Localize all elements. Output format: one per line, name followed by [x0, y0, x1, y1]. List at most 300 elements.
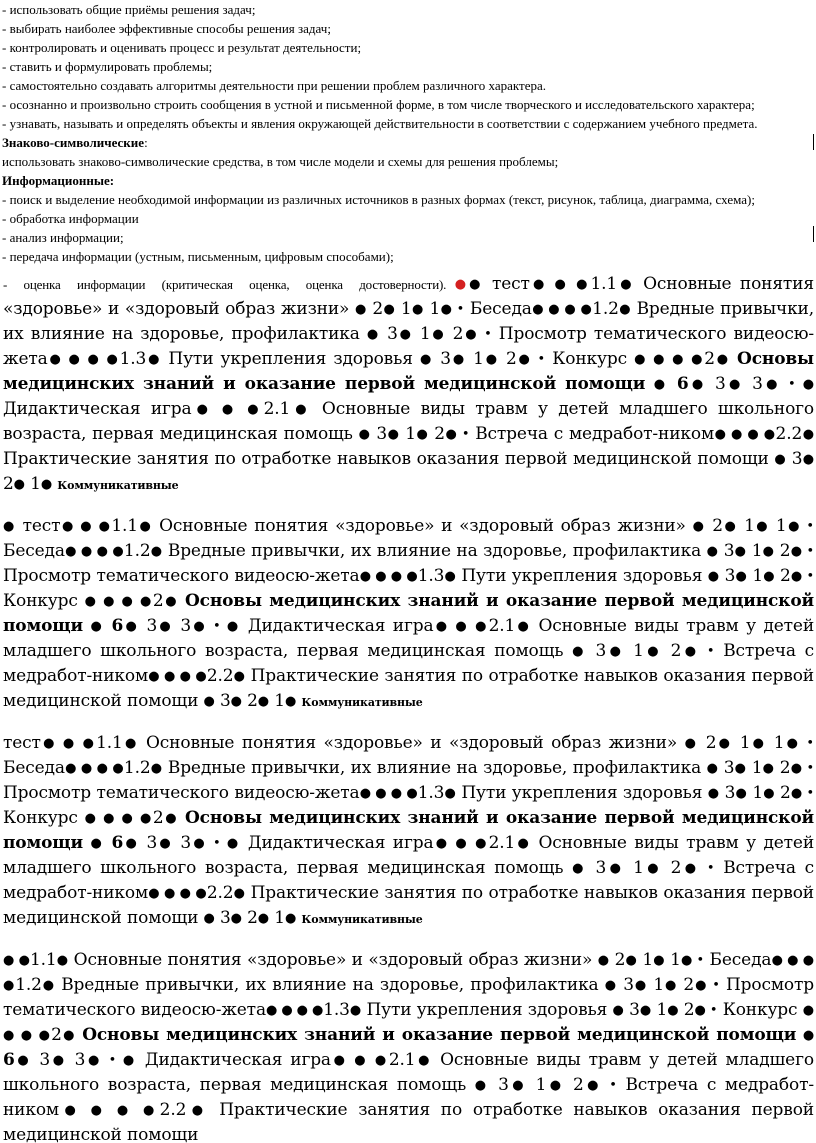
bullet-icon: ● ● ● ● — [64, 544, 124, 559]
bullet-icon: ● — [415, 427, 429, 442]
bullet-icon: ● — [157, 836, 173, 851]
bullet-icon: ● — [802, 427, 814, 442]
bullet-icon: ● — [664, 978, 678, 993]
vertical-rule — [813, 226, 814, 242]
text-run: 1 — [739, 733, 751, 753]
section-title: Основы медицинских знаний и оказание первой медицинской помощи — [3, 349, 814, 394]
bullet-icon: ● — [612, 1003, 624, 1018]
bullet-icon: ● — [284, 911, 297, 926]
bullet-icon: ● — [146, 352, 162, 367]
text-run: 3 — [715, 374, 726, 394]
bullet-icon: ● — [643, 861, 662, 876]
text-run: 2 — [152, 591, 164, 611]
bullet-icon: ● — [706, 761, 719, 776]
section-title: Основы медицинских знаний и оказание первой медицинской помощи — [82, 1025, 797, 1045]
text-run: 1 — [400, 299, 412, 319]
bullet-icon: ● — [735, 569, 747, 584]
bullet-icon: ● • ● — [762, 377, 815, 392]
text-run: Основные виды травм у детей младшего школьного возраста, первая медицинская помощь — [3, 1050, 814, 1095]
text-run: Пути укрепления здоровья — [461, 566, 703, 586]
bullet-icon: ● — [383, 302, 396, 317]
bullet-icon: ● — [802, 452, 814, 467]
bullet-icon: ● — [122, 736, 139, 751]
bullet-icon: ● — [618, 302, 631, 317]
bullet-icon: ● — [61, 1028, 76, 1043]
bullet-icon: ● ● ● ● — [265, 1003, 324, 1018]
info-line: - поиск и выделение необходимой информации из различных источников в разных формах (текст, рисунок, таблица, диаграмма, схема); — [2, 192, 755, 207]
text-run: 1 — [775, 516, 787, 536]
bullet-icon: ● — [163, 811, 179, 826]
bullet-icon: ● — [233, 886, 246, 901]
info-line: - обработка информации — [2, 211, 139, 226]
text-run: Вредные привычки, их влияние на здоровье, профилактика — [61, 975, 599, 995]
text-run: 1 — [405, 424, 416, 444]
content-paragraph — [0, 272, 816, 498]
bullet-icon: ● ● ● ● — [714, 427, 776, 442]
text-run: 3 — [219, 691, 231, 711]
bullet-icon: ● • — [790, 761, 814, 776]
text-run: 2 — [779, 541, 791, 561]
bullet-icon: ● • ● — [191, 619, 241, 634]
text-run: 3 — [146, 833, 158, 853]
bullet-icon: ● ● ● — [433, 836, 489, 851]
bullet-icon: ● ● ● ● — [84, 594, 153, 609]
text-run: 3 — [595, 641, 607, 661]
bullet-icon: ● — [639, 1003, 652, 1018]
bullet-icon: ● — [454, 277, 470, 292]
bullet-icon: ● — [415, 1053, 433, 1068]
text-run: 3 — [791, 449, 803, 469]
text-run: 3 — [180, 833, 192, 853]
text-run: 2 — [683, 1000, 695, 1020]
text-run: 3 — [723, 758, 735, 778]
text-run: 1 — [751, 541, 763, 561]
bullet-icon: ● — [572, 644, 587, 659]
text-run: 2 — [372, 299, 384, 319]
text-run: Встреча с медработ-ником — [475, 424, 715, 444]
text-run: 2 — [434, 424, 445, 444]
bullet-icon: ● — [14, 1053, 32, 1068]
text-run: тест — [22, 516, 61, 536]
bullet-icon: ● ● ● — [191, 402, 264, 417]
text-run: 1 — [773, 733, 785, 753]
text-run: 6 — [111, 833, 124, 853]
intro-line: - использовать общие приёмы решения задач; — [2, 2, 256, 17]
text-run: Основные виды травм у детей младшего школьного возраста, первая медицинская помощь — [3, 399, 814, 444]
text-run: 2 — [247, 908, 258, 928]
bullet-icon: ● — [3, 519, 16, 534]
bullet-icon: ● — [643, 644, 662, 659]
bullet-icon: ● — [257, 911, 269, 926]
text-run: 2.2 — [206, 883, 234, 903]
text-run: 1 — [752, 783, 763, 803]
bullet-icon: ● ● ● ● — [148, 886, 207, 901]
bullet-icon: ● ● ● ● — [359, 786, 418, 801]
text-run: 1 — [535, 1075, 547, 1095]
text-run: 1.3 — [417, 783, 445, 803]
text-run: тест — [491, 274, 530, 294]
info-line: - анализ информации; — [2, 230, 124, 245]
bullet-icon: ● — [774, 452, 787, 467]
section-title: Основы медицинских знаний и оказание первой медицинской помощи — [3, 808, 814, 853]
bullet-icon: ● — [474, 1078, 490, 1093]
text-run: Конкурс — [722, 1000, 798, 1020]
text-run: 2 — [614, 950, 626, 970]
text-run: 2 — [3, 474, 14, 494]
bullet-icon: ● — [203, 911, 215, 926]
bullet-icon: ● ● ● ● — [64, 761, 124, 776]
intro-line: - осознанно и произвольно строить сообщения в устной и письменной форме, в том числе творческого и исследовательского характера; — [2, 97, 755, 112]
bullet-icon: ● — [735, 786, 747, 801]
text-run: Встреча с медработ-ником — [3, 1075, 814, 1120]
text-run: 2 — [152, 808, 164, 828]
bullet-icon: ● — [284, 694, 297, 709]
text-run: Практические занятия по отработке навыков оказания первой медицинской помощи — [3, 1100, 814, 1143]
text-run: 2.2 — [775, 424, 803, 444]
text-run: 1 — [274, 908, 285, 928]
text-run: Практические занятия по отработке навыков оказания первой медицинской помощи — [3, 666, 814, 711]
text-run: 3 — [146, 616, 158, 636]
text-run: 2 — [452, 324, 464, 344]
text-run: Пути укрепления здоровья — [366, 1000, 608, 1020]
text-run: Дидактическая игра — [247, 616, 434, 636]
content-paragraph — [0, 731, 816, 932]
bullet-icon: ● ● ● ● — [47, 352, 120, 367]
eval-line: - оценка информации (критическая оценка, оценка достоверности). — [3, 277, 447, 292]
bullet-icon: ● — [137, 519, 153, 534]
bullet-icon: ● — [706, 544, 719, 559]
bullet-icon: ● — [257, 694, 269, 709]
vertical-rule — [813, 134, 814, 150]
bullet-icon: ● — [411, 302, 424, 317]
text-run: Конкурс — [3, 591, 78, 611]
text-run: 2 — [712, 516, 723, 536]
text-run: 2.1 — [488, 616, 516, 636]
text-run: 3 — [595, 858, 607, 878]
text-run: 2 — [247, 691, 258, 711]
bullet-icon: ● — [762, 544, 775, 559]
bullet-icon: ● • ● — [191, 836, 241, 851]
text-run: Встреча с медработ-ником — [3, 858, 814, 903]
text-run: 1 — [30, 474, 41, 494]
bullet-icon: ● — [90, 619, 104, 634]
text-run: Основные понятия «здоровье» и «здоровый образ жизни» — [73, 950, 593, 970]
bullet-icon: ● — [688, 377, 707, 392]
text-run: 1.2 — [15, 975, 42, 995]
text-run: 1 — [751, 758, 763, 778]
text-run: 1.1 — [590, 274, 618, 294]
text-run: 3 — [752, 374, 763, 394]
text-run: Беседа — [3, 541, 65, 561]
bullet-icon: ● — [233, 669, 246, 684]
bullet-icon: ● — [667, 1003, 679, 1018]
sign-heading-line: Знаково-символические: — [2, 135, 148, 150]
text-run: 1 — [653, 975, 664, 995]
bullet-icon: ● — [606, 644, 625, 659]
bullet-icon: ● — [450, 352, 466, 367]
bullet-icon: ● — [692, 519, 706, 534]
bullet-icon: ● • — [790, 569, 814, 584]
text-run: 1.1 — [96, 733, 123, 753]
bullet-icon: ● — [230, 911, 242, 926]
bullet-icon: ● — [684, 736, 699, 751]
text-run: 1 — [633, 858, 644, 878]
info-heading: Информационные: — [2, 173, 115, 188]
bullet-icon: ● — [150, 544, 163, 559]
text-run: 1 — [274, 691, 285, 711]
bullet-icon: ● — [150, 761, 163, 776]
bullet-icon: ● ● ● — [60, 519, 112, 534]
bullet-icon: ● — [13, 477, 25, 492]
text-run: Коммуникативные — [57, 479, 179, 492]
bullet-icon: ● — [763, 786, 775, 801]
text-run: Дидактическая игра — [247, 833, 434, 853]
intro-line: - ставить и формулировать проблемы; — [2, 59, 213, 74]
text-run: 1.3 — [119, 349, 147, 369]
text-run: 1 — [633, 641, 644, 661]
content-paragraph — [0, 514, 816, 715]
text-run: 3 — [623, 975, 634, 995]
bullet-icon: ● • — [694, 1003, 718, 1018]
bullet-icon: ● ● ● ● — [634, 352, 705, 367]
text-run: 2 — [704, 349, 715, 369]
text-run: 1.2 — [592, 299, 619, 319]
text-run: 1 — [752, 566, 763, 586]
text-run: Практические занятия по отработке навыков оказания первой медицинской помощи — [3, 883, 814, 928]
bullet-icon: ● — [714, 352, 730, 367]
text-run: 1.2 — [123, 541, 151, 561]
bullet-icon: ● — [41, 978, 55, 993]
text-run: 6 — [111, 616, 124, 636]
bullet-icon: ● — [203, 694, 215, 709]
bullet-icon: ● — [597, 953, 610, 968]
text-run: 1.3 — [417, 566, 445, 586]
text-run: Беседа — [3, 758, 65, 778]
text-run: 1 — [670, 950, 681, 970]
text-run: Практические занятия по отработке навыков оказания первой медицинской помощи — [3, 449, 769, 469]
bullet-icon: ● ● ● ● — [359, 569, 418, 584]
bullet-icon: ● — [546, 1078, 565, 1093]
bullet-icon: ● ● ● — [529, 277, 591, 292]
text-run: 3 — [387, 324, 398, 344]
bullet-icon: ● — [606, 861, 625, 876]
text-run: Основные понятия «здоровье» и «здоровый образ жизни» — [146, 733, 678, 753]
text-run: 2 — [573, 1075, 584, 1095]
text-run: Вредные привычки, их влияние на здоровье, профилактика — [167, 541, 702, 561]
bullet-icon: ● • — [790, 544, 814, 559]
bullet-icon: ● — [754, 519, 770, 534]
bullet-icon: ● ● ● — [330, 1053, 389, 1068]
bullet-icon: ● • — [444, 427, 470, 442]
text-run: 2 — [670, 858, 682, 878]
text-run: 1.2 — [123, 758, 151, 778]
bullet-icon: ● — [56, 953, 69, 968]
text-run: Беседа — [709, 950, 772, 970]
bullet-icon: ● ● ● ● — [531, 302, 593, 317]
text-run: Просмотр тематического видеосю-жета — [3, 783, 360, 803]
text-run: 2.1 — [263, 399, 291, 419]
bullet-icon: ● — [90, 836, 104, 851]
bullet-icon: ● ● ● ● — [148, 669, 207, 684]
bullet-icon: ● • ● — [85, 1053, 137, 1068]
text-run: 3 — [180, 616, 192, 636]
bullet-icon: ● • — [790, 786, 814, 801]
sign-heading: Знаково-символические — [2, 135, 145, 150]
bullet-icon: ● — [750, 736, 767, 751]
text-run: 1 — [656, 1000, 668, 1020]
text-run: 6 — [676, 374, 689, 394]
bullet-icon: ● — [397, 327, 413, 342]
text-run: 2 — [51, 1025, 62, 1045]
text-run: Пути укрепления здоровья — [168, 349, 413, 369]
bullet-icon: ● • — [681, 861, 715, 876]
text-run: 2.1 — [388, 1050, 416, 1070]
bullet-icon: ● — [430, 327, 446, 342]
text-run: 2 — [505, 349, 517, 369]
bullet-icon: ● — [633, 978, 648, 993]
bullet-icon: ● • — [680, 953, 705, 968]
bullet-icon: ● — [290, 402, 312, 417]
bullet-icon: ● — [349, 1003, 362, 1018]
text-run: Просмотр тематического видеосю-жета — [3, 975, 815, 1020]
bullet-icon: ● ● ● ● — [3, 1003, 814, 1043]
bullet-icon: ● — [386, 427, 400, 442]
sign-line: использовать знаково-символические средства, в том числе модели и схемы для решения проблемы; — [2, 154, 559, 169]
bullet-icon: ● ● ● — [40, 736, 97, 751]
text-run: 3 — [723, 541, 735, 561]
paragraph-gap — [0, 932, 816, 948]
bullet-icon: ● — [734, 761, 747, 776]
text-run: Основные виды травм у детей младшего школьного возраста, первая медицинская помощь — [3, 616, 815, 661]
text-run: 1 — [419, 324, 431, 344]
info-line: - передача информации (устным, письменным, цифровым способами); — [2, 249, 394, 264]
text-run: 1 — [473, 349, 484, 369]
text-run: Дидактическая игра — [144, 1050, 331, 1070]
text-run: Основные виды травм у детей младшего школьного возраста, первая медицинская помощь — [3, 833, 815, 878]
bullet-icon: ● — [444, 786, 456, 801]
text-run: Основные понятия «здоровье» и «здоровый образ жизни» — [3, 274, 814, 319]
bullet-icon: ● — [625, 953, 637, 968]
bullet-icon: ● — [123, 836, 139, 851]
bullet-icon: ● — [802, 1028, 815, 1043]
bullet-icon: ● • — [583, 1078, 617, 1093]
text-run: 2.2 — [159, 1100, 187, 1120]
text-run: 3 — [219, 908, 231, 928]
text-run: 2 — [780, 566, 791, 586]
bullet-icon: ● • — [681, 644, 715, 659]
bullet-icon: ● — [725, 377, 744, 392]
text-run: 2.2 — [206, 666, 234, 686]
text-run: Дидактическая игра — [3, 399, 192, 419]
bullet-icon: ● — [508, 1078, 527, 1093]
bullet-icon: ● • — [784, 736, 814, 751]
bullet-icon: ● — [604, 978, 617, 993]
text-run: 2 — [683, 975, 695, 995]
intro-line: - узнавать, называть и определять объекты и явления окружающей действительности в соответствии с содержанием учебного предмета. — [2, 116, 758, 131]
text-run: Встреча с медработ-ником — [3, 641, 814, 686]
text-run: 2 — [670, 641, 682, 661]
bullet-icon: ● — [653, 377, 669, 392]
bullet-icon: ● — [716, 736, 733, 751]
text-run: 2.1 — [488, 833, 516, 853]
bullet-icon: ● • — [463, 327, 492, 342]
text-run: Вредные привычки, их влияние на здоровье, профилактика — [167, 758, 702, 778]
text-run: Конкурс — [552, 349, 627, 369]
text-run: 1.1 — [30, 950, 57, 970]
bullet-icon: ● ● ● ● — [3, 953, 814, 993]
text-run: 2 — [705, 733, 717, 753]
bullet-icon: ● — [469, 277, 484, 292]
bullet-icon: ● — [123, 619, 139, 634]
text-run: 1.3 — [323, 1000, 350, 1020]
content-paragraph — [0, 948, 816, 1143]
text-run: 3 — [376, 424, 387, 444]
text-run: 2 — [780, 783, 791, 803]
bullet-icon: ● — [358, 427, 371, 442]
bullet-icon: ● — [230, 694, 242, 709]
bullet-icon: ● — [355, 302, 367, 317]
bullet-icon: ● — [653, 953, 665, 968]
bullet-icon: ● — [722, 519, 738, 534]
bullet-icon: ● — [483, 352, 499, 367]
text-run: 3 — [498, 1075, 509, 1095]
text-run: Пути укрепления здоровья — [461, 783, 703, 803]
intro-line: - самостоятельно создавать алгоритмы деятельности при решении проблем различного характера. — [2, 78, 547, 93]
text-run: 3 — [629, 1000, 640, 1020]
text-run: Коммуникативные — [301, 913, 423, 926]
text-run: Конкурс — [3, 808, 78, 828]
bullet-icon: ● • — [786, 519, 814, 534]
section-title: Основы медицинских знаний и оказание первой медицинской помощи — [3, 591, 814, 636]
paragraph-gap — [0, 715, 816, 731]
bullet-icon: ● — [40, 477, 53, 492]
text-run: 1.1 — [111, 516, 138, 536]
text-run: 3 — [724, 783, 736, 803]
bullet-icon: ● — [419, 352, 434, 367]
bullet-icon: ● — [734, 544, 747, 559]
bullet-icon: ● — [617, 277, 635, 292]
bullet-icon: ● — [762, 761, 775, 776]
bullet-icon: ● • — [694, 978, 720, 993]
text-run: 1 — [642, 950, 653, 970]
bullet-icon: ● — [707, 786, 720, 801]
text-run: Беседа — [469, 299, 532, 319]
text-run: Просмотр тематического видеосю-жета — [3, 324, 815, 369]
paragraph-gap — [0, 498, 816, 514]
bullet-icon: ● — [50, 1053, 67, 1068]
text-run: Просмотр тематического видеосю-жета — [3, 566, 360, 586]
bullet-icon: ● ● ● — [433, 619, 489, 634]
text-run: 3 — [440, 349, 451, 369]
text-run: Коммуникативные — [301, 696, 423, 709]
text-run: 6 — [3, 1050, 15, 1070]
bullet-icon: ● — [707, 569, 720, 584]
bullet-icon: ● ● ● ● — [59, 1103, 160, 1118]
bullet-icon: ● • — [516, 352, 546, 367]
text-run: 2 — [779, 758, 791, 778]
bullet-icon: ● — [515, 836, 531, 851]
text-run: 3 — [74, 1050, 86, 1070]
text-run: 3 — [39, 1050, 50, 1070]
bullet-icon: ● — [186, 1103, 209, 1118]
bullet-icon: ● ● — [3, 953, 30, 968]
bullet-icon: ● ● ● ● — [84, 811, 153, 826]
bullet-icon: ● — [515, 619, 531, 634]
intro-line: - контролировать и оценивать процесс и результат деятельности; — [2, 40, 362, 55]
text-run: Основные понятия «здоровье» и «здоровый образ жизни» — [159, 516, 686, 536]
bullet-icon: ● • — [440, 302, 465, 317]
bullet-icon: ● — [572, 861, 587, 876]
